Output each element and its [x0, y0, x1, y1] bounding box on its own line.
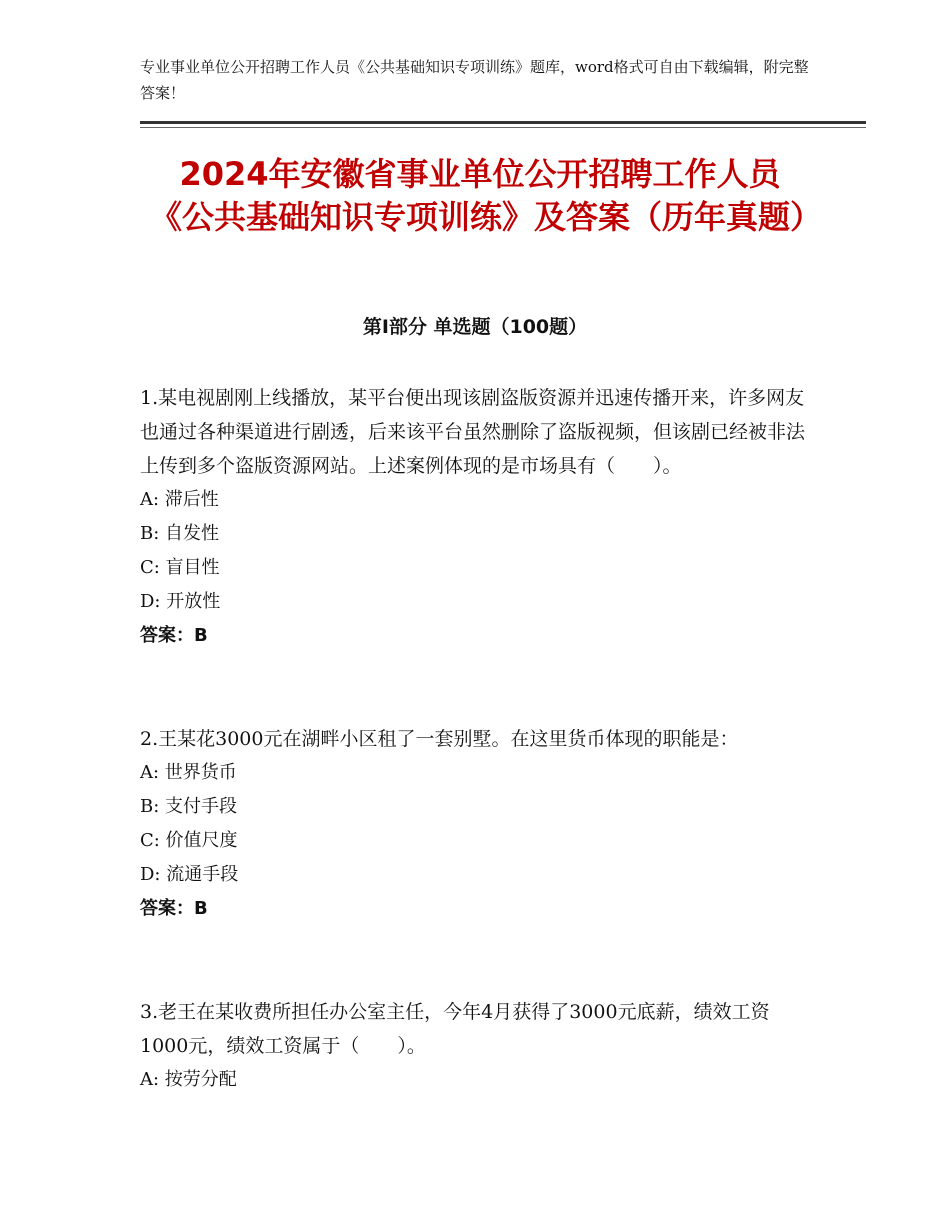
option-a: A: 世界货币 — [140, 762, 237, 783]
header-rule-thick — [140, 121, 866, 124]
question-1 — [140, 381, 810, 653]
header-rule-thin — [140, 127, 866, 128]
option-d: D: 流通手段 — [140, 864, 239, 885]
option-b: B: 自发性 — [140, 523, 220, 544]
option-b: B: 支付手段 — [140, 796, 238, 817]
option-c: C: 价值尺度 — [140, 830, 238, 851]
question-stem: 1.某电视剧刚上线播放，某平台便出现该剧盗版资源并迅速传播开来，许多网友也通过各种渠道进行剧透，后来该平台虽然删除了盗版视频，但该剧已经被非法上传到多个盗版资源网站。上述案例体现的是市场具有（ ）。 — [140, 387, 806, 477]
header-note: 专业事业单位公开招聘工作人员《公共基础知识专项训练》题库，word格式可自由下载编辑，附完整答案！ — [140, 58, 809, 102]
section-title: 第Ⅰ部分 单选题（100题） — [362, 316, 588, 338]
question-stem: 3.老王在某收费所担任办公室主任，今年4月获得了3000元底薪，绩效工资1000元，绩效工资属于（ ）。 — [140, 1001, 770, 1057]
option-a: A: 滞后性 — [140, 489, 219, 510]
answer-line: 答案：B — [140, 898, 208, 919]
question-2 — [140, 722, 810, 926]
question-3 — [140, 995, 810, 1097]
option-a: A: 按劳分配 — [140, 1069, 237, 1090]
answer-line: 答案：B — [140, 625, 208, 646]
option-d: D: 开放性 — [140, 591, 221, 612]
option-c: C: 盲目性 — [140, 557, 220, 578]
document-title: 2024年安徽省事业单位公开招聘工作人员《公共基础知识专项训练》及答案（历年真题） — [150, 155, 823, 236]
question-stem: 2.王某花3000元在湖畔小区租了一套别墅。在这里货币体现的职能是： — [140, 728, 739, 750]
